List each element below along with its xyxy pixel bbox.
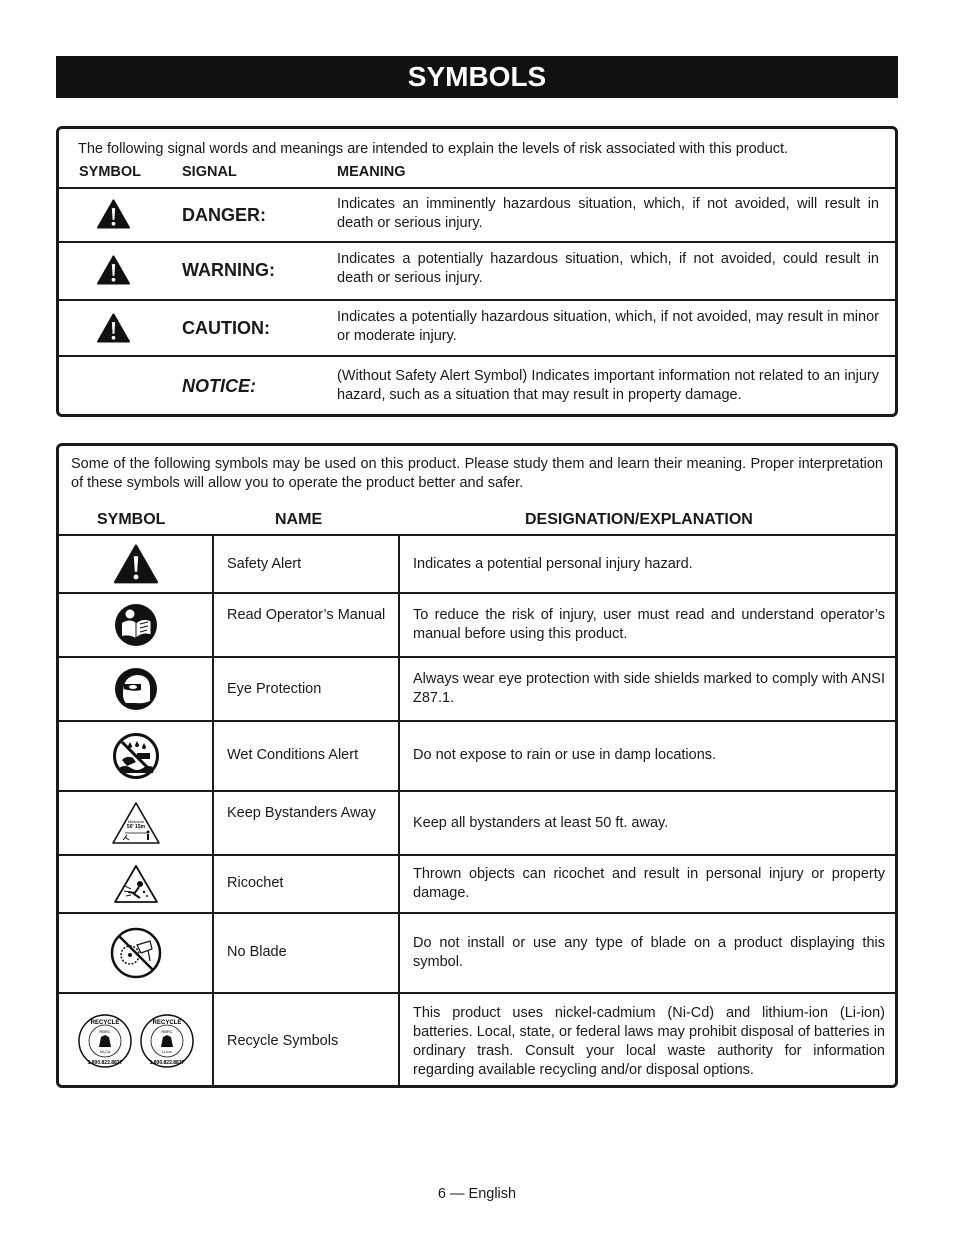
table-row xyxy=(59,856,895,912)
symbol-cell xyxy=(59,856,212,912)
symbol-cell xyxy=(59,722,212,790)
symbol-name: Safety Alert xyxy=(227,556,302,572)
rbrc-label: RBRC xyxy=(98,1029,111,1034)
read-manual-icon xyxy=(114,603,158,647)
wet-conditions-icon xyxy=(113,733,159,779)
symbol-cell xyxy=(59,914,212,992)
symbol-cell xyxy=(59,594,212,656)
symbol-desc: Keep all bystanders at least 50 ft. away. xyxy=(413,815,669,831)
symbol-cell xyxy=(59,658,212,720)
chemistry-label: Li-ion xyxy=(161,1049,172,1054)
symbols-header-symbol: SYMBOL xyxy=(97,511,166,528)
symbol-name: Ricochet xyxy=(227,875,284,891)
symbol-name: Eye Protection xyxy=(227,681,322,697)
symbol-desc: Always wear eye protection with side shields marked to comply with ANSI Z87.1. xyxy=(413,671,885,706)
symbol-name: Recycle Symbols xyxy=(227,1033,339,1049)
bystanders-minimum-label: Minimum xyxy=(127,819,144,824)
table-row xyxy=(59,792,895,854)
chemistry-label: Ni-Cd xyxy=(99,1049,110,1054)
warning-triangle-icon xyxy=(97,199,130,229)
symbol-cell xyxy=(59,994,212,1088)
signal-word: CAUTION: xyxy=(182,318,270,338)
symbol-name: No Blade xyxy=(227,944,287,960)
symbol-desc: Do not expose to rain or use in damp locations. xyxy=(413,747,717,763)
bystanders-distance-label: 50' 15m xyxy=(126,824,145,830)
warning-triangle-icon xyxy=(97,255,130,285)
signal-meaning: (Without Safety Alert Symbol) Indicates important information not related to an injury hazard, such as a situation that may result in property damage. xyxy=(337,368,879,403)
symbol-name: Wet Conditions Alert xyxy=(227,747,359,763)
symbol-name: Read Operator’s Manual xyxy=(227,607,386,623)
symbol-desc: Indicates a potential personal injury hazard. xyxy=(413,556,693,572)
signal-row-caution xyxy=(59,301,895,355)
signal-header-meaning: MEANING xyxy=(337,164,406,180)
recycle-phone: 1.800.822.8837 xyxy=(87,1060,122,1066)
signal-row-notice xyxy=(59,357,895,415)
symbol-name: Keep Bystanders Away xyxy=(227,805,376,821)
symbol-cell xyxy=(59,536,212,592)
recycle-liion-icon xyxy=(139,1013,195,1069)
symbol-desc: To reduce the risk of injury, user must read and understand operator’s manual before using this product. xyxy=(413,607,885,642)
signal-row-warning xyxy=(59,243,895,299)
recycle-word: RECYCLE xyxy=(152,1020,181,1026)
page-footer: 6 — English xyxy=(437,1186,517,1202)
symbols-table xyxy=(56,443,898,1088)
ricochet-icon xyxy=(113,864,159,904)
warning-triangle-icon xyxy=(97,313,130,343)
recycle-word: RECYCLE xyxy=(90,1020,119,1026)
signal-intro: The following signal words and meanings are intended to explain the levels of risk associated with this product. xyxy=(78,141,789,157)
signal-meaning: Indicates an imminently hazardous situation, which, if not avoided, will result in death or serious injury. xyxy=(337,196,879,231)
signal-meaning: Indicates a potentially hazardous situation, which, if not avoided, may result in minor or moderate injury. xyxy=(337,309,879,344)
symbol-desc: Thrown objects can ricochet and result in personal injury or property damage. xyxy=(413,866,885,901)
no-blade-icon xyxy=(110,927,162,979)
rbrc-label: RBRC xyxy=(160,1029,173,1034)
signal-header-signal: SIGNAL xyxy=(182,164,237,180)
recycle-phone: 1.800.822.8837 xyxy=(149,1060,184,1066)
page-title: SYMBOLS xyxy=(56,56,898,98)
symbols-intro: Some of the following symbols may be used on this product. Please study them and learn their meaning. Proper interpretation of these symbols will allow you to operate the product better and safer. xyxy=(71,456,883,491)
symbols-header-name: NAME xyxy=(275,511,323,528)
table-row xyxy=(59,722,895,790)
table-row xyxy=(59,658,895,720)
table-row xyxy=(59,914,895,992)
recycle-nicd-icon xyxy=(77,1013,133,1069)
signal-word: DANGER: xyxy=(182,205,266,225)
eye-protection-icon xyxy=(114,667,158,711)
keep-bystanders-icon xyxy=(111,801,161,845)
symbol-desc: Do not install or use any type of blade on a product displaying this symbol. xyxy=(413,935,885,970)
symbol-desc: This product uses nickel-cadmium (Ni-Cd) and lithium-ion (Li-ion) batteries. Local, state, or federal laws may prohibit disposal of batteries in ordinary trash. Consult your local waste authority for information regarding available recycling and/or disposal options. xyxy=(413,1005,885,1078)
table-row xyxy=(59,594,895,656)
table-row xyxy=(59,536,895,592)
safety-alert-icon xyxy=(114,544,158,584)
symbols-header-designation: DESIGNATION/EXPLANATION xyxy=(525,511,753,528)
signal-word: NOTICE: xyxy=(182,376,256,396)
signal-row-danger xyxy=(59,189,895,241)
signal-header-symbol: SYMBOL xyxy=(79,164,142,180)
signal-meaning: Indicates a potentially hazardous situation, which, if not avoided, could result in death or serious injury. xyxy=(337,251,879,286)
table-row xyxy=(59,994,895,1088)
signal-words-table xyxy=(56,126,898,417)
symbol-cell xyxy=(59,792,212,854)
signal-word: WARNING: xyxy=(182,260,275,280)
